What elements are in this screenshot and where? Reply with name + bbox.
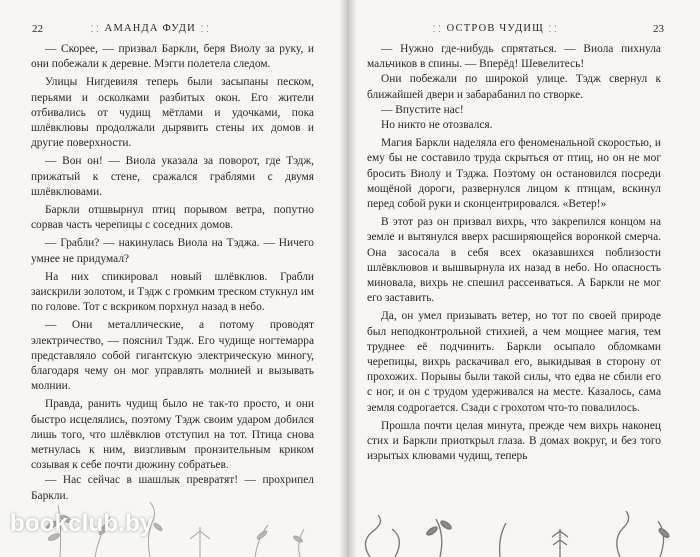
left-page-number: 22 — [32, 22, 43, 35]
paragraph: Баркли отшвырнул птиц порывом ветра, попутно сорвав часть черепицы с соседних домов. — [31, 204, 314, 232]
book-gutter — [340, 0, 356, 557]
left-page-header — [32, 22, 332, 35]
right-page — [356, 0, 700, 557]
left-page — [0, 0, 340, 557]
right-page-header — [368, 22, 664, 35]
paragraph: Правда, ранить чудищ было не так-то просто, и они быстро исцелялись, поэтому Тэдж своим ударом добился лишь того, что шлёвклюв отступил на тот. Птица снова метнулась к ним, визгливым пронзительным криком созывая к себе почти дюжину собратьев. — [31, 398, 314, 472]
paragraph: — Скорее, — призвал Баркли, беря Виолу за руку, и они побежали к деревне. Мэгги полетела следом. — [31, 43, 314, 71]
paragraph: — Вон он! — Виола указала за поворот, где Тэдж, прижатый к стене, сражался граблями с двумя шлёвклювами. — [31, 155, 314, 198]
paragraph: Они побежали по широкой улице. Тэдж свернул к ближайшей двери и забарабанил по створке. — [367, 73, 661, 101]
paragraph: В этот раз он призвал вихрь, что закрепился концом на земле и вытянулся вверх расширяющейся воронкой смерча. Она засосала в себя всех оказавшихся поблизости шлёвклювов и вышвырнула их назад в небо. Но опасность миновала, вихрь не спешил рассеиваться. А Баркли не мог его заставить. — [367, 216, 661, 305]
watermark-logo: bookclub.by — [10, 510, 154, 537]
author-name: АМАНДА ФУДИ — [104, 23, 196, 34]
right-running-head — [433, 22, 558, 35]
paragraph: — Они металлические, а потому проводят электричество, — пояснил Тэдж. Его чудище ногтемарра представляло собой гигантскую электрическую миногу, благодаря чему он мог управлять молнией и вызывать молнии. — [31, 319, 314, 393]
left-page-text — [31, 42, 314, 504]
ornament-icon: ⸬ — [91, 24, 100, 34]
right-page-number: 23 — [653, 22, 664, 35]
left-running-head — [91, 22, 210, 35]
paragraph: Магия Баркли наделяла его феноменальной скоростью, и ему бы не составило труда скрыться от птиц, но он не мог бросить Виолу и Тэджа. Поэтому он остановился посреди мощёной дороги, развернулся лицом к птицам, вскинул перед собой руки и сконцентрировался. «Ветер!» — [367, 137, 661, 211]
book-title: ОСТРОВ ЧУДИЩ — [446, 23, 544, 34]
paragraph: — Грабли? — накинулась Виола на Тэджа. — Ничего умнее не придумал? — [31, 237, 314, 265]
ornament-icon: ⸬ — [200, 24, 210, 34]
paragraph: Улицы Нигдевиля теперь были засыпаны песком, перьями и осколками разбитых окон. Его жители отбивались от чудищ мётлами и удочками, пока шлёвклювы продолжали дырявить стены их домов и другие поверхности. — [31, 76, 314, 150]
paragraph: — Нас сейчас в шашлык превратят! — прохрипел Баркли. — [31, 474, 314, 502]
paragraph: Да, он умел призывать ветер, но тот по своей природе был неподконтрольной стихией, а чем мощнее магия, тем труднее её подчинить. Баркли осыпало обломками черепицы, вихрь раскачивал его, выкидывая в сторону от прохожих. Порывы были такой силы, что едва не сбили его с ног, и он с трудом удерживался на месте. Казалось, сама земля содрогается. Сзади с грохотом что-то повалилось. — [367, 310, 661, 414]
ornament-icon: ⸬ — [433, 24, 442, 34]
paragraph: Прошла почти целая минута, прежде чем вихрь наконец стих и Баркли приоткрыл глаза. В домах вокруг, и без того изрытых клювами чудищ, теперь — [367, 419, 661, 463]
right-page-text — [367, 42, 661, 464]
paragraph: — Впустите нас! — [381, 103, 464, 116]
paragraph: На них спикировал новый шлёвклюв. Грабли заискрили золотом, и Тэдж с громким треском стукнул им по голове. Тот с вскриком порхнул назад в небо. — [31, 270, 314, 314]
paragraph: Но никто не отозвался. — [381, 119, 493, 132]
paragraph: — Нужно где-нибудь спрятаться. — Виола пихнула мальчиков в спины. — Вперёд! Шевелитесь! — [367, 43, 661, 71]
ornament-icon: ⸬ — [548, 24, 558, 34]
